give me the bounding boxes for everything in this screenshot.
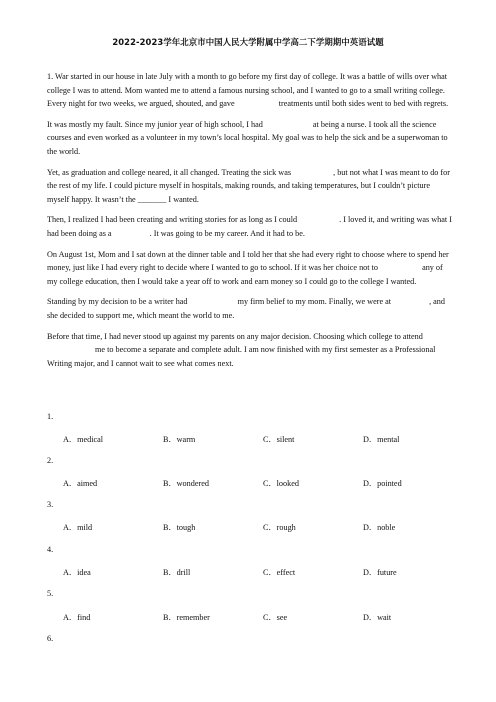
option-d[interactable]: D．mental bbox=[363, 435, 400, 444]
paragraph-text: Then, I realized I had been creating and writing stories for as long as I could bbox=[47, 215, 298, 225]
question-number: 4. bbox=[47, 545, 54, 554]
question-number: 1. bbox=[47, 412, 54, 421]
option-c[interactable]: C．silent bbox=[263, 435, 295, 444]
passage-paragraph-5 bbox=[47, 248, 452, 289]
question-number: 3. bbox=[47, 500, 54, 509]
paragraph-text: me to become a separate and complete adult. I am now finished with my first semester as a Professional Writing major, and I cannot wait to see what comes next. bbox=[47, 345, 436, 368]
option-d[interactable]: D．wait bbox=[363, 613, 392, 622]
option-b[interactable]: B．drill bbox=[163, 568, 191, 577]
paragraph-text: , but not what I was meant to do for the rest of my life. I could picture myself in hospitals, making rounds, and taking temperatures, but I couldn’t picture myself happy. It wasn’t the _______ I wanted. bbox=[47, 167, 450, 204]
passage-paragraph-7 bbox=[47, 330, 452, 371]
paragraph-text: . I loved it, and writing was what I had been doing as a bbox=[47, 215, 452, 238]
reading-passage bbox=[47, 70, 452, 377]
paragraph-text: Before that time, I had never stood up against my parents on any major decision. Choosing which college to attend bbox=[47, 331, 423, 341]
option-a[interactable]: A．aimed bbox=[63, 479, 98, 488]
paragraph-text: my firm belief to my mom. Finally, we were at bbox=[237, 297, 392, 307]
paragraph-text: . It was going to be my career. And it had to be. bbox=[149, 228, 305, 238]
passage-paragraph-3 bbox=[47, 166, 452, 207]
option-c[interactable]: C．looked bbox=[263, 479, 299, 488]
question-number: 5. bbox=[47, 589, 54, 598]
option-c[interactable]: C．effect bbox=[263, 568, 296, 577]
paragraph-text: 1. War started in our house in late July with a month to go before my first day of college. It was a battle of wills over what college I was to attend. Mom wanted me to attend a famous nursing school, and I wanted to go to a small writing college. Every night for two weeks, we argued, shouted, and gave bbox=[47, 72, 448, 109]
option-d[interactable]: D．future bbox=[363, 568, 397, 577]
option-d[interactable]: D．noble bbox=[363, 523, 396, 532]
option-a[interactable]: A．find bbox=[63, 613, 91, 622]
paragraph-text: any of my college education, then I would take a year off to work and earn money so I could go to the college I wanted. bbox=[47, 263, 443, 286]
exam-title: 2022-2023学年北京市中国人民大学附属中学高二下学期期中英语试题 bbox=[112, 37, 384, 47]
paragraph-text: at being a nurse. I took all the science courses and even worked as a volunteer in my town’s local hospital. My goal was to help the sick and be a superwoman to the world. bbox=[47, 119, 448, 156]
question-number: 2. bbox=[47, 456, 54, 465]
paragraph-text: , and she decided to support me, which meant the world to me. bbox=[47, 297, 445, 320]
option-a[interactable]: A．medical bbox=[63, 435, 104, 444]
option-b[interactable]: B．remember bbox=[163, 613, 210, 622]
question-number: 6. bbox=[47, 634, 54, 643]
passage-paragraph-2 bbox=[47, 118, 452, 159]
passage-paragraph-1 bbox=[47, 70, 452, 111]
option-a[interactable]: A．idea bbox=[63, 568, 91, 577]
passage-paragraph-4 bbox=[47, 213, 452, 240]
option-b[interactable]: B．warm bbox=[163, 435, 196, 444]
option-a[interactable]: A．mild bbox=[63, 523, 93, 532]
option-b[interactable]: B．tough bbox=[163, 523, 196, 532]
option-c[interactable]: C．rough bbox=[263, 523, 296, 532]
paragraph-text: It was mostly my fault. Since my junior year of high school, I had bbox=[47, 119, 263, 129]
option-c[interactable]: C．see bbox=[263, 613, 288, 622]
paragraph-text: Standing by my decision to be a writer had bbox=[47, 297, 188, 307]
paragraph-text: treatments until both sides went to bed with regrets. bbox=[278, 99, 449, 109]
paragraph-text: Yet, as graduation and college neared, it all changed. Treating the sick was bbox=[47, 167, 292, 177]
option-d[interactable]: D．pointed bbox=[363, 479, 402, 488]
paragraph-text: On August 1st, Mom and I sat down at the dinner table and I told her that she had every right to choose where to spend her money, just like I had every right to decide where I wanted to go to school. If it was her choice not to bbox=[47, 249, 449, 273]
passage-paragraph-6 bbox=[47, 295, 452, 322]
option-b[interactable]: B．wondered bbox=[163, 479, 209, 488]
